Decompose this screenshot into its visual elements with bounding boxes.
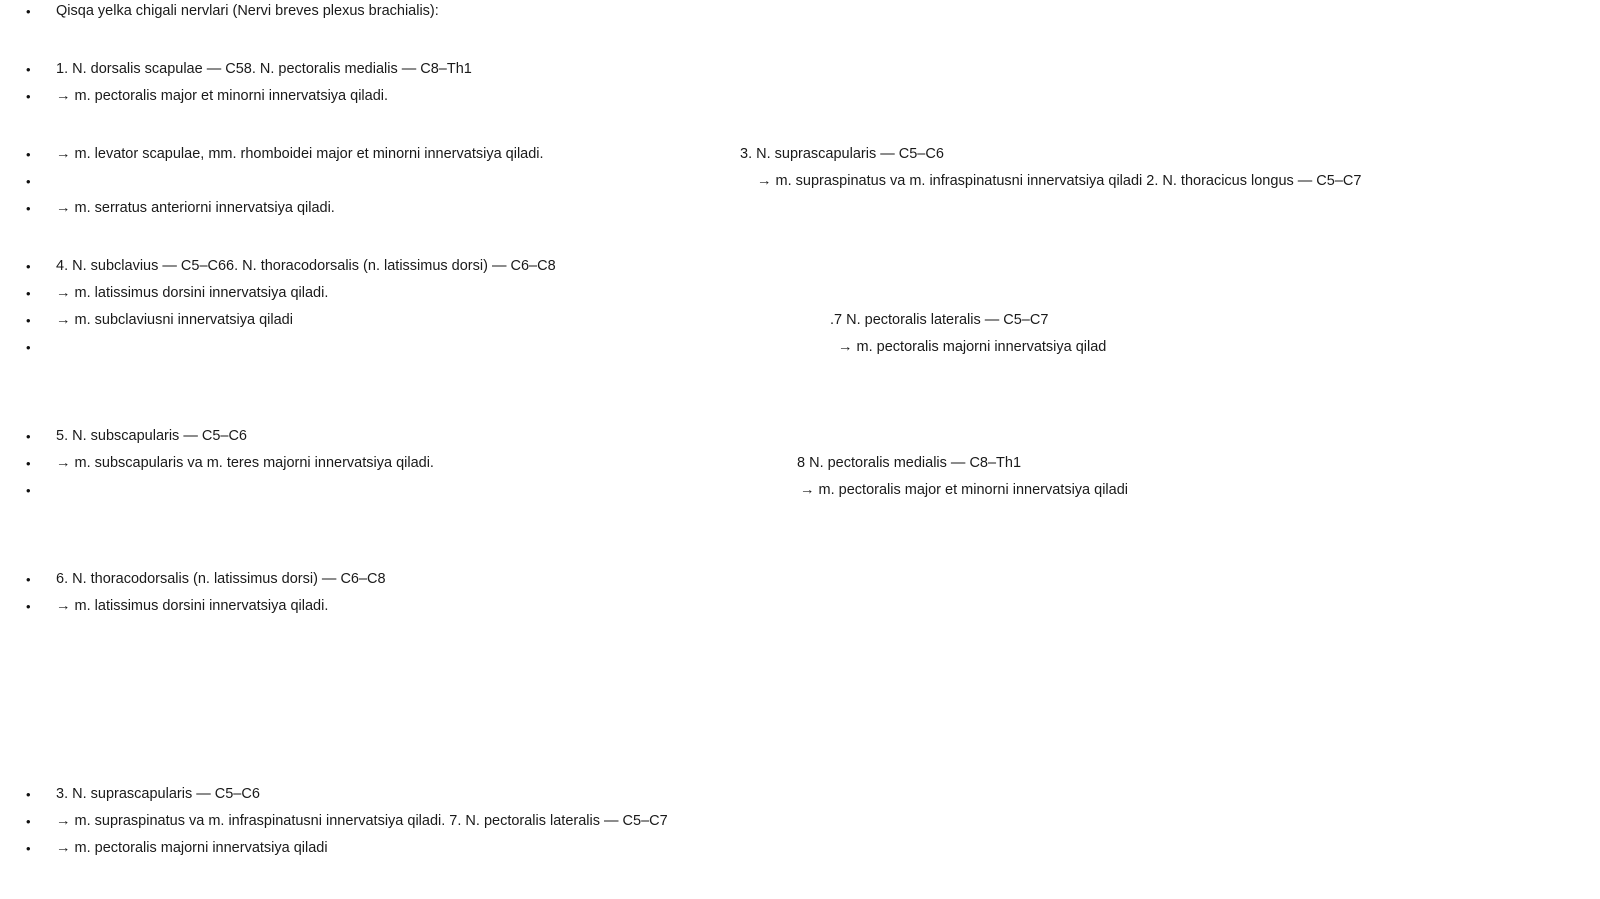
bullet-marker: •	[26, 89, 31, 104]
bullet-marker: •	[26, 483, 31, 498]
bullet-marker: •	[26, 787, 31, 802]
side-item: → m. pectoralis majorni innervatsiya qilad	[838, 339, 1107, 355]
list-item: 3. N. suprascapularis — C5–C6	[56, 786, 260, 802]
bullet-marker: •	[26, 174, 31, 189]
bullet-marker: •	[26, 572, 31, 587]
side-item: 3. N. suprascapularis — C5–C6	[740, 146, 944, 162]
list-item: 1. N. dorsalis scapulae — C58. N. pectoralis medialis — C8–Th1	[56, 61, 472, 77]
list-item: → m. pectoralis major et minorni innervatsiya qiladi.	[56, 88, 389, 104]
document-heading: Qisqa yelka chigali nervlari (Nervi breves plexus brachialis):	[56, 3, 439, 19]
side-item: 8 N. pectoralis medialis — C8–Th1	[797, 455, 1022, 471]
bullet-marker: •	[26, 814, 31, 829]
list-item: → m. serratus anteriorni innervatsiya qiladi.	[56, 200, 335, 216]
side-item: → m. supraspinatus va m. infraspinatusni innervatsiya qiladi 2. N. thoracicus longus — C5–C7	[757, 173, 1362, 189]
bullet-marker: •	[26, 4, 31, 19]
list-item: 4. N. subclavius — C5–C66. N. thoracodorsalis (n. latissimus dorsi) — C6–C8	[56, 258, 556, 274]
list-item: → m. subscapularis va m. teres majorni innervatsiya qiladi.	[56, 455, 434, 471]
list-item: 6. N. thoracodorsalis (n. latissimus dorsi) — C6–C8	[56, 571, 386, 587]
list-item: → m. levator scapulae, mm. rhomboidei major et minorni innervatsiya qiladi.	[56, 146, 544, 162]
list-item: 5. N. subscapularis — C5–C6	[56, 428, 247, 444]
bullet-marker: •	[26, 841, 31, 856]
list-item: → m. pectoralis majorni innervatsiya qiladi	[56, 840, 328, 856]
side-item: → m. pectoralis major et minorni innervatsiya qiladi	[800, 482, 1128, 498]
bullet-marker: •	[26, 259, 31, 274]
bullet-marker: •	[26, 340, 31, 355]
bullet-marker: •	[26, 429, 31, 444]
list-item: → m. latissimus dorsini innervatsiya qiladi.	[56, 598, 329, 614]
bullet-marker: •	[26, 456, 31, 471]
bullet-marker: •	[26, 201, 31, 216]
list-item: → m. subclaviusni innervatsiya qiladi	[56, 312, 293, 328]
bullet-marker: •	[26, 599, 31, 614]
list-item: → m. latissimus dorsini innervatsiya qiladi.	[56, 285, 329, 301]
list-item: → m. supraspinatus va m. infraspinatusni innervatsiya qiladi. 7. N. pectoralis lateralis — C5–C7	[56, 813, 668, 829]
bullet-marker: •	[26, 62, 31, 77]
bullet-marker: •	[26, 147, 31, 162]
bullet-marker: •	[26, 286, 31, 301]
side-item: .7 N. pectoralis lateralis — C5–C7	[830, 312, 1049, 328]
bullet-marker: •	[26, 313, 31, 328]
